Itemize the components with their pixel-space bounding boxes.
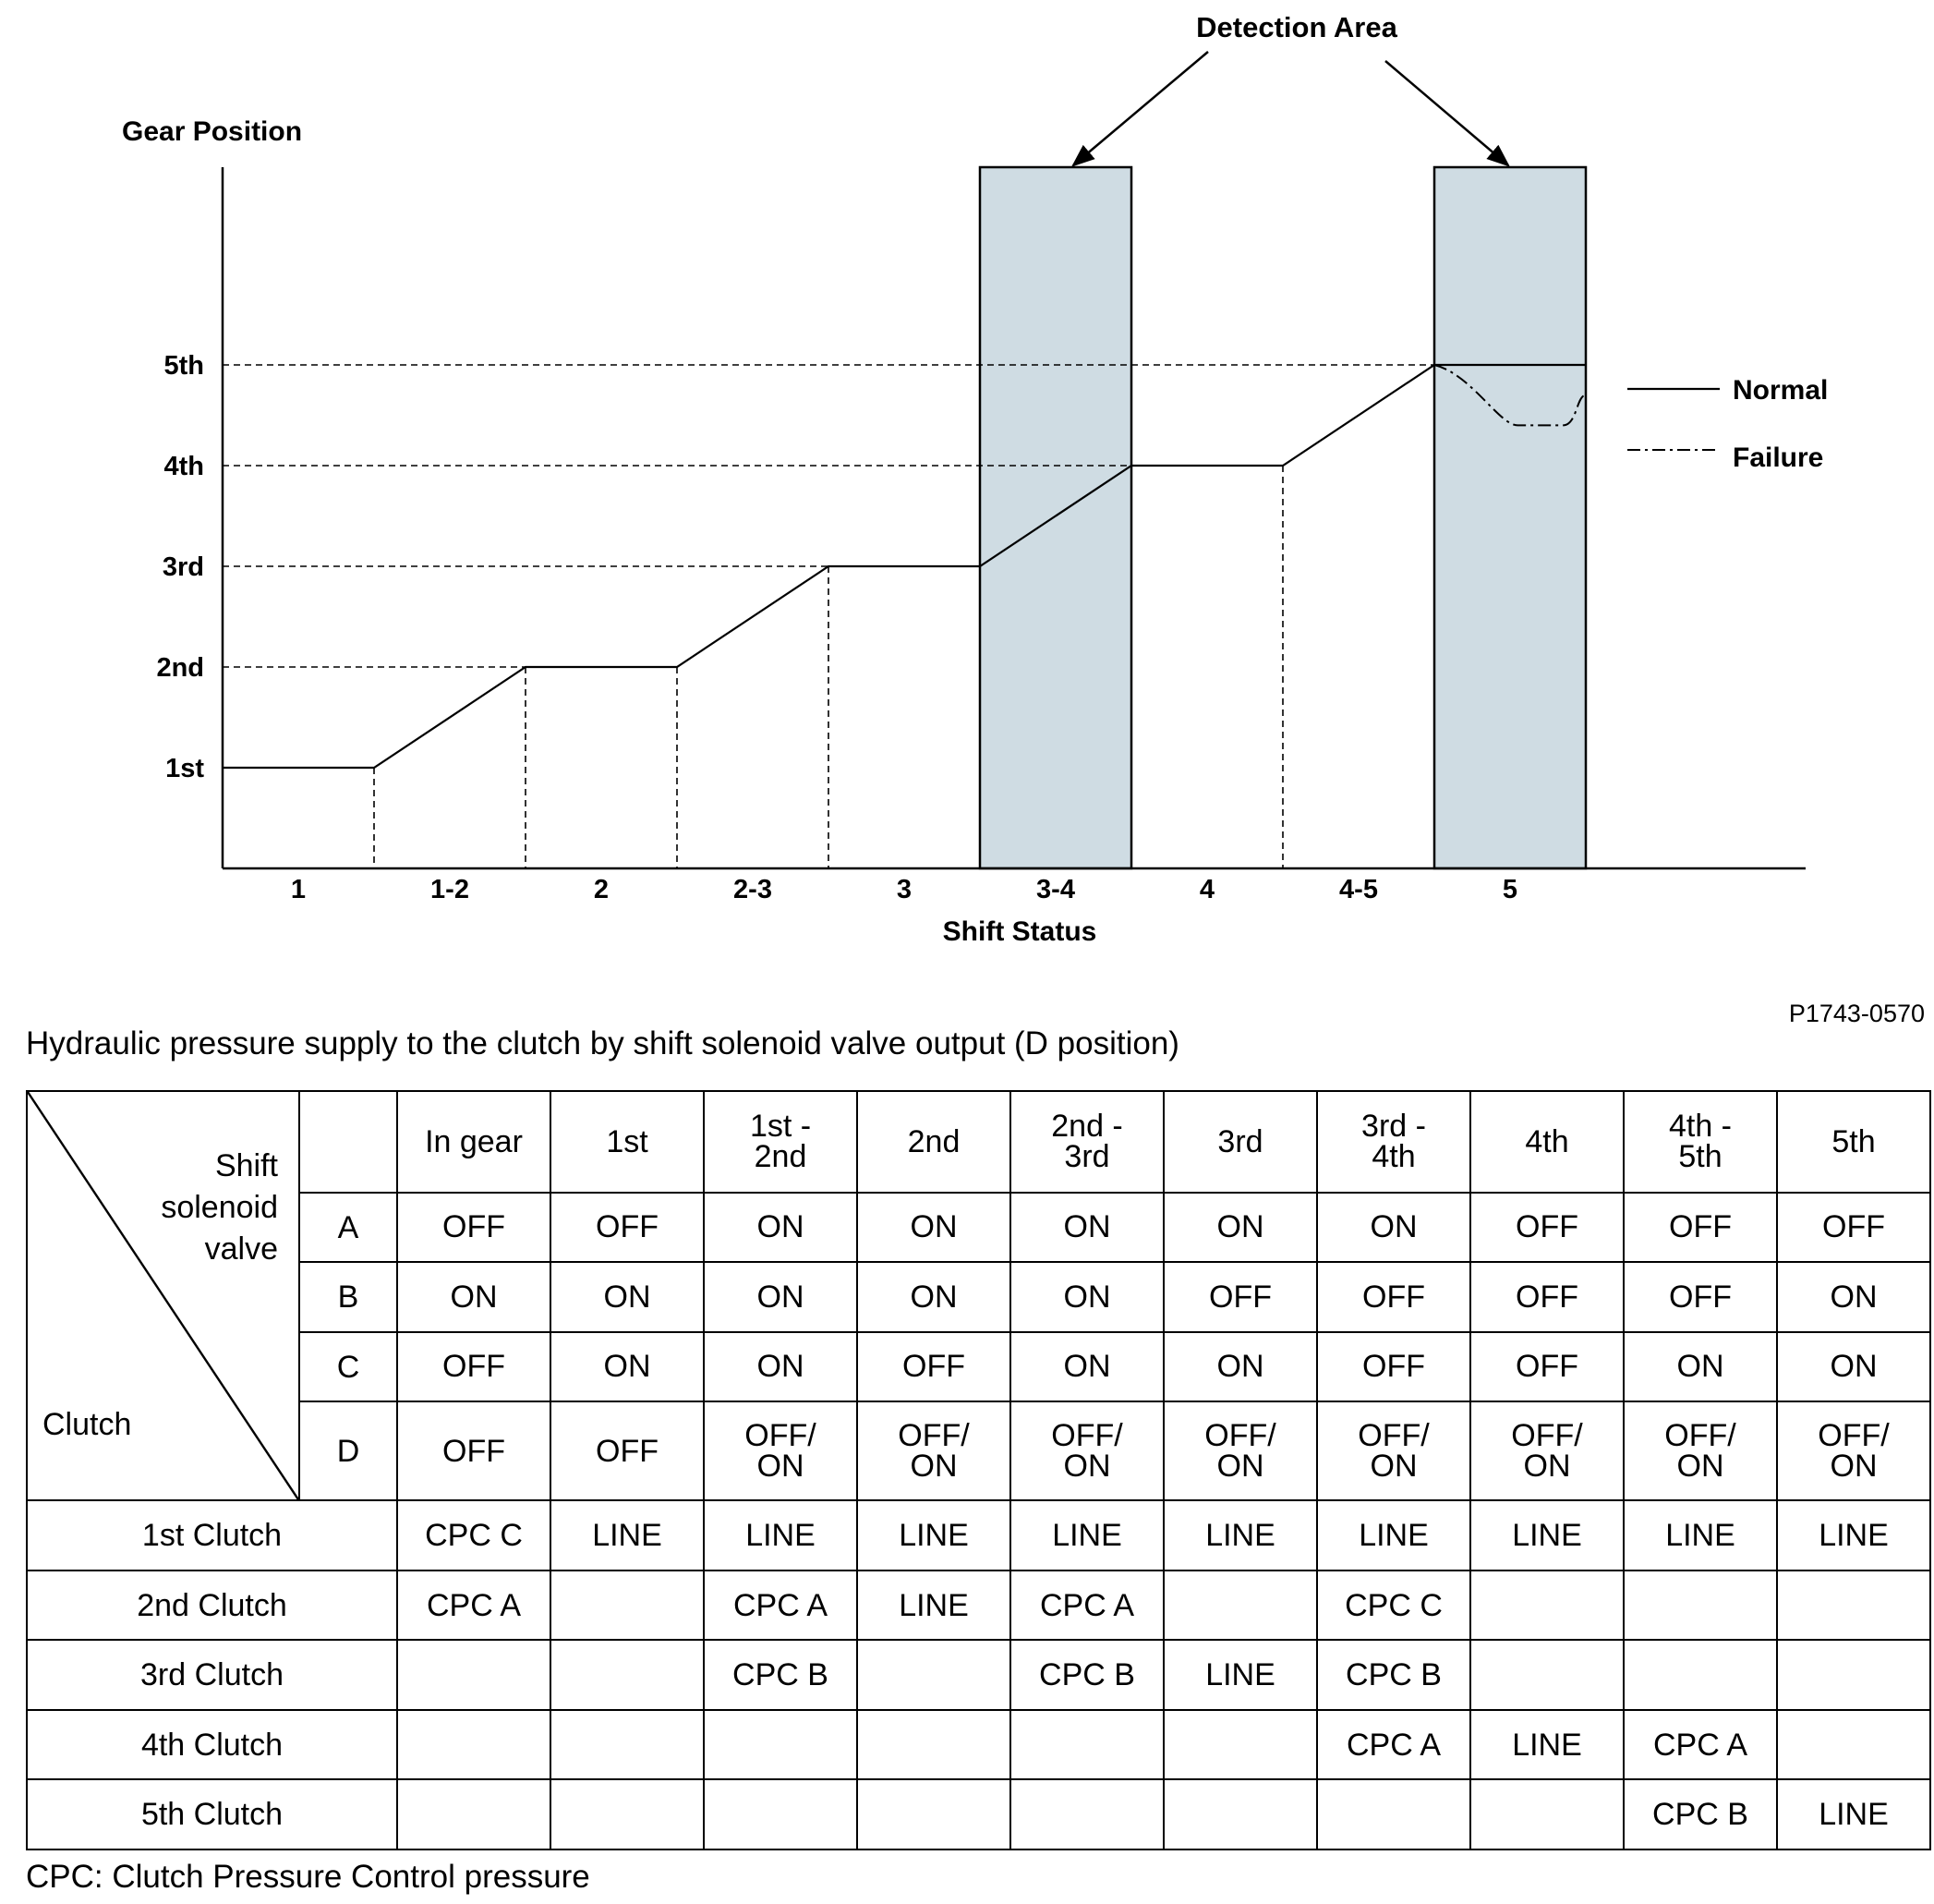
y-axis-label: Gear Position bbox=[122, 116, 303, 147]
y-tick-label: 3rd bbox=[162, 552, 204, 582]
valve-state-cell: ON bbox=[704, 1332, 857, 1402]
valve-state-cell: ON bbox=[1010, 1262, 1164, 1332]
clutch-pressure-cell: LINE bbox=[1164, 1640, 1317, 1710]
x-tick-label: 2 bbox=[593, 875, 610, 904]
clutch-pressure-cell bbox=[1164, 1779, 1317, 1849]
table-caption: Hydraulic pressure supply to the clutch by shift solenoid valve output (D position) bbox=[26, 1025, 1179, 1061]
column-header: 5th bbox=[1777, 1091, 1930, 1193]
valve-state-cell: OFF/ ON bbox=[1777, 1401, 1930, 1500]
detection-area-region bbox=[1434, 167, 1586, 868]
valve-state-cell: ON bbox=[1164, 1193, 1317, 1263]
clutch-pressure-cell bbox=[550, 1710, 704, 1780]
detection-arrow bbox=[1073, 52, 1208, 165]
clutch-pressure-cell bbox=[1164, 1570, 1317, 1641]
clutch-pressure-cell: LINE bbox=[1777, 1779, 1930, 1849]
valve-state-cell: OFF/ ON bbox=[704, 1401, 857, 1500]
valve-state-cell: OFF bbox=[1624, 1262, 1777, 1332]
clutch-pressure-cell: LINE bbox=[1317, 1500, 1470, 1570]
valve-state-cell: ON bbox=[857, 1262, 1010, 1332]
x-tick-label: 5 bbox=[1502, 875, 1518, 904]
valve-state-cell: OFF bbox=[1164, 1262, 1317, 1332]
clutch-pressure-cell: CPC B bbox=[704, 1640, 857, 1710]
x-tick-label: 1-2 bbox=[430, 875, 469, 904]
column-header: 4th - 5th bbox=[1624, 1091, 1777, 1193]
clutch-pressure-cell bbox=[857, 1779, 1010, 1849]
valve-state-cell: ON bbox=[1624, 1332, 1777, 1402]
valve-state-cell: ON bbox=[1317, 1193, 1470, 1263]
valve-state-cell: OFF bbox=[550, 1401, 704, 1500]
figure-code: P1743-0570 bbox=[1788, 1000, 1925, 1027]
detection-area-title: Detection Area bbox=[1196, 11, 1397, 43]
clutch-pressure-cell: LINE bbox=[857, 1570, 1010, 1641]
clutch-pressure-cell bbox=[1777, 1640, 1930, 1710]
valve-state-cell: OFF bbox=[1470, 1332, 1624, 1402]
valve-state-cell: OFF bbox=[397, 1193, 550, 1263]
clutch-pressure-cell: LINE bbox=[1010, 1500, 1164, 1570]
clutch-pressure-cell bbox=[1624, 1640, 1777, 1710]
legend-normal-label: Normal bbox=[1733, 375, 1829, 406]
clutch-pressure-cell: CPC B bbox=[1010, 1640, 1164, 1710]
clutch-pressure-cell bbox=[397, 1710, 550, 1780]
table-footnote: CPC: Clutch Pressure Control pressure bbox=[26, 1859, 590, 1895]
valve-name: C bbox=[299, 1332, 397, 1402]
y-tick-label: 2nd bbox=[156, 653, 204, 683]
clutch-pressure-cell: LINE bbox=[857, 1500, 1010, 1570]
clutch-pressure-cell: LINE bbox=[1470, 1710, 1624, 1780]
clutch-pressure-cell: LINE bbox=[1777, 1500, 1930, 1570]
valve-state-cell: ON bbox=[397, 1262, 550, 1332]
clutch-pressure-cell: CPC A bbox=[1317, 1710, 1470, 1780]
x-tick-label: 4-5 bbox=[1339, 875, 1378, 904]
clutch-pressure-cell: CPC C bbox=[397, 1500, 550, 1570]
x-tick-label: 3 bbox=[896, 875, 913, 904]
valve-state-cell: OFF bbox=[397, 1332, 550, 1402]
valve-state-cell: OFF/ ON bbox=[1317, 1401, 1470, 1500]
valve-state-cell: ON bbox=[550, 1332, 704, 1402]
valve-state-cell: OFF/ ON bbox=[1470, 1401, 1624, 1500]
clutch-pressure-cell: LINE bbox=[550, 1500, 704, 1570]
x-tick-label: 3-4 bbox=[1036, 875, 1075, 904]
valve-state-cell: OFF bbox=[397, 1401, 550, 1500]
valve-state-cell: ON bbox=[550, 1262, 704, 1332]
valve-state-cell: OFF bbox=[857, 1332, 1010, 1402]
valve-state-cell: ON bbox=[704, 1262, 857, 1332]
clutch-pressure-cell: LINE bbox=[1164, 1500, 1317, 1570]
column-header: 4th bbox=[1470, 1091, 1624, 1193]
valve-state-cell: OFF bbox=[1777, 1193, 1930, 1263]
valve-state-cell: OFF/ ON bbox=[857, 1401, 1010, 1500]
clutch-name: 3rd Clutch bbox=[27, 1640, 397, 1710]
valve-state-cell: ON bbox=[1777, 1332, 1930, 1402]
clutch-pressure-cell bbox=[1470, 1779, 1624, 1849]
valve-state-cell: ON bbox=[1164, 1332, 1317, 1402]
clutch-pressure-cell bbox=[704, 1710, 857, 1780]
clutch-pressure-cell bbox=[397, 1779, 550, 1849]
column-header: 1st - 2nd bbox=[704, 1091, 857, 1193]
clutch-pressure-cell: CPC A bbox=[397, 1570, 550, 1641]
column-header: 2nd bbox=[857, 1091, 1010, 1193]
x-axis-label: Shift Status bbox=[942, 916, 1097, 947]
column-header: 2nd - 3rd bbox=[1010, 1091, 1164, 1193]
legend-failure-label: Failure bbox=[1733, 443, 1824, 473]
clutch-pressure-cell: LINE bbox=[1470, 1500, 1624, 1570]
valve-name: D bbox=[299, 1401, 397, 1500]
table-corner-cell bbox=[27, 1091, 299, 1500]
clutch-name: 1st Clutch bbox=[27, 1500, 397, 1570]
valve-state-cell: OFF bbox=[1624, 1193, 1777, 1263]
clutch-name: 2nd Clutch bbox=[27, 1570, 397, 1641]
valve-state-cell: OFF bbox=[1317, 1332, 1470, 1402]
clutch-pressure-cell bbox=[1470, 1640, 1624, 1710]
valve-state-cell: ON bbox=[1010, 1332, 1164, 1402]
valve-state-cell: ON bbox=[1010, 1193, 1164, 1263]
valve-state-cell: OFF bbox=[550, 1193, 704, 1263]
clutch-name: 4th Clutch bbox=[27, 1710, 397, 1780]
valve-state-cell: ON bbox=[857, 1193, 1010, 1263]
clutch-pressure-cell bbox=[1777, 1570, 1930, 1641]
column-header: In gear bbox=[397, 1091, 550, 1193]
valve-state-cell: OFF/ ON bbox=[1010, 1401, 1164, 1500]
clutch-pressure-cell bbox=[1010, 1779, 1164, 1849]
clutch-pressure-cell: CPC C bbox=[1317, 1570, 1470, 1641]
valve-name: B bbox=[299, 1262, 397, 1332]
y-tick-label: 5th bbox=[163, 351, 204, 381]
clutch-pressure-cell bbox=[1777, 1710, 1930, 1780]
valve-state-cell: OFF/ ON bbox=[1624, 1401, 1777, 1500]
column-header: 3rd bbox=[1164, 1091, 1317, 1193]
valve-name: A bbox=[299, 1193, 397, 1263]
clutch-pressure-cell bbox=[1470, 1570, 1624, 1641]
x-tick-label: 2-3 bbox=[733, 875, 772, 904]
valve-state-cell: OFF bbox=[1470, 1193, 1624, 1263]
clutch-pressure-cell bbox=[857, 1710, 1010, 1780]
valve-state-cell: OFF/ ON bbox=[1164, 1401, 1317, 1500]
valve-state-cell: ON bbox=[704, 1193, 857, 1263]
corner-label-clutch: Clutch bbox=[42, 1407, 132, 1443]
x-tick-label: 1 bbox=[290, 875, 307, 904]
clutch-pressure-cell: LINE bbox=[704, 1500, 857, 1570]
detection-arrow bbox=[1385, 61, 1508, 165]
y-tick-label: 1st bbox=[165, 754, 204, 783]
clutch-pressure-cell bbox=[1164, 1710, 1317, 1780]
clutch-pressure-cell bbox=[1317, 1779, 1470, 1849]
clutch-pressure-cell bbox=[704, 1779, 857, 1849]
solenoid-clutch-table bbox=[26, 1090, 1931, 1850]
valve-state-cell: ON bbox=[1777, 1262, 1930, 1332]
clutch-pressure-cell: CPC A bbox=[1624, 1710, 1777, 1780]
x-tick-label: 4 bbox=[1199, 875, 1215, 904]
clutch-pressure-cell: LINE bbox=[1624, 1500, 1777, 1570]
clutch-pressure-cell: CPC B bbox=[1624, 1779, 1777, 1849]
clutch-pressure-cell: CPC B bbox=[1317, 1640, 1470, 1710]
column-header: 3rd - 4th bbox=[1317, 1091, 1470, 1193]
clutch-pressure-cell bbox=[1624, 1570, 1777, 1641]
clutch-pressure-cell bbox=[1010, 1710, 1164, 1780]
clutch-pressure-cell: CPC A bbox=[704, 1570, 857, 1641]
clutch-pressure-cell: CPC A bbox=[1010, 1570, 1164, 1641]
valve-name-header bbox=[299, 1091, 397, 1193]
valve-state-cell: OFF bbox=[1470, 1262, 1624, 1332]
y-tick-label: 4th bbox=[163, 452, 204, 481]
clutch-pressure-cell bbox=[550, 1640, 704, 1710]
clutch-pressure-cell bbox=[550, 1779, 704, 1849]
detection-area-region bbox=[980, 167, 1131, 868]
clutch-pressure-cell bbox=[550, 1570, 704, 1641]
column-header: 1st bbox=[550, 1091, 704, 1193]
clutch-pressure-cell bbox=[857, 1640, 1010, 1710]
clutch-pressure-cell bbox=[397, 1640, 550, 1710]
corner-label-solenoid: Shift solenoid valve bbox=[161, 1148, 278, 1267]
valve-state-cell: OFF bbox=[1317, 1262, 1470, 1332]
clutch-name: 5th Clutch bbox=[27, 1779, 397, 1849]
